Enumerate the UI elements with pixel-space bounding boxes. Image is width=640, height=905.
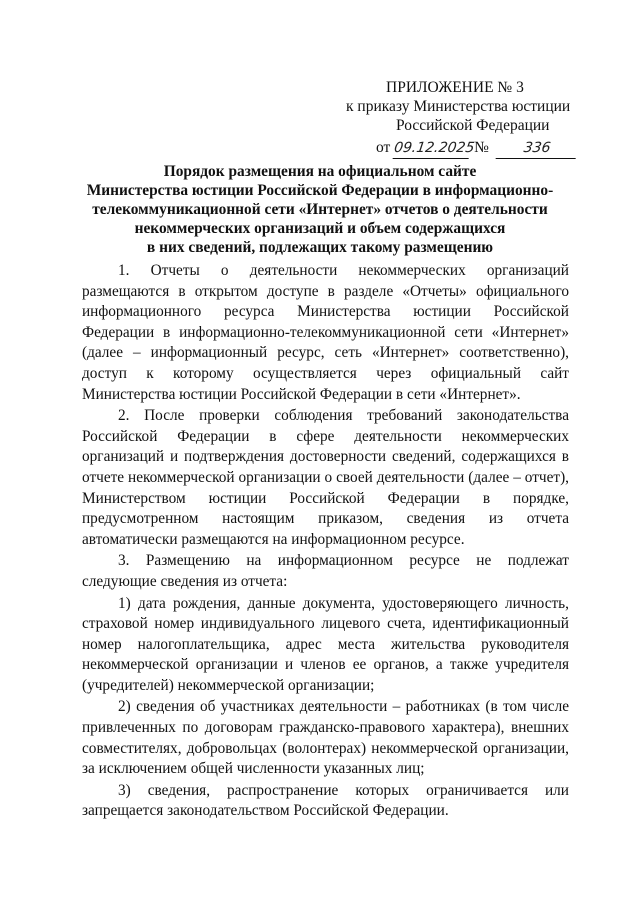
subitem-2: 2) сведения об участниках деятельности – работниках (в том числе привлеченных по договорам гражданско-правового характера), внешних совместителях, добровольцах (волонтерах) некоммерческой организации, за исключением общей численности указанных лиц;: [82, 698, 569, 778]
appendix-ministry: Российской Федерации: [396, 117, 550, 134]
paragraph-2: 2. После проверки соблюдения требований законодательства Российской Федерации в сфере деятельности некоммерческих организаций и подтверждения достоверности сведений, содержащихся в отчете некоммерческой организации о своей деятельности (далее – отчет), Министерством юстиции Российской Федерации в порядке, предусмотренном настоящим приказом, сведения из отчета автоматически размещаются на информационном ресурсе.: [82, 407, 569, 548]
appendix-date-line: [346, 138, 576, 159]
subitem-3: 3) сведения, распространение которых ограничивается или запрещается законодательством Российской Федерации.: [82, 781, 569, 820]
document-body: [82, 261, 569, 823]
title-line: в них сведений, подлежащих такому размещению: [146, 239, 494, 256]
title-line: Министерства юстиции Российской Федерации в информационно-: [86, 182, 554, 199]
handwritten-number: 336: [495, 139, 578, 159]
paragraph-1: 1. Отчеты о деятельности некоммерческих организаций размещаются в открытом доступе в разделе «Отчеты» официального информационного ресурса Министерства юстиции Российской Федерации в информационно-телекоммуникационной сети «Интернет» (далее – информационный ресурс, сеть «Интернет» соответственно), доступ к которому осуществляется через официальный сайт Министерства юстиции Российской Федерации в сети «Интернет».: [82, 262, 569, 403]
subitem-1: 1) дата рождения, данные документа, удостоверяющего личность, страховой номер индивидуального лицевого счета, идентификационный номер налогоплательщика, адрес места жительства руководителя некоммерческой организации и членов ее органов, а также учредителя (учредителей) некоммерческой организации;: [82, 594, 569, 694]
title-line: телекоммуникационной сети «Интернет» отчетов о деятельности: [92, 201, 548, 218]
title-line: некоммерческих организаций и объем содержащихся: [134, 220, 506, 237]
appendix-header: [346, 78, 576, 159]
number-prefix: №: [474, 139, 489, 156]
appendix-number: ПРИЛОЖЕНИЕ № 3: [386, 79, 524, 96]
handwritten-date: 09.12.2025: [393, 139, 472, 159]
document-title: [70, 162, 570, 257]
date-prefix: от: [376, 139, 391, 156]
appendix-order-ref: к приказу Министерства юстиции: [346, 98, 571, 115]
title-line: Порядок размещения на официальном сайте: [163, 163, 477, 180]
paragraph-3: 3. Размещению на информационном ресурсе не подлежат следующие сведения из отчета:: [82, 552, 569, 590]
